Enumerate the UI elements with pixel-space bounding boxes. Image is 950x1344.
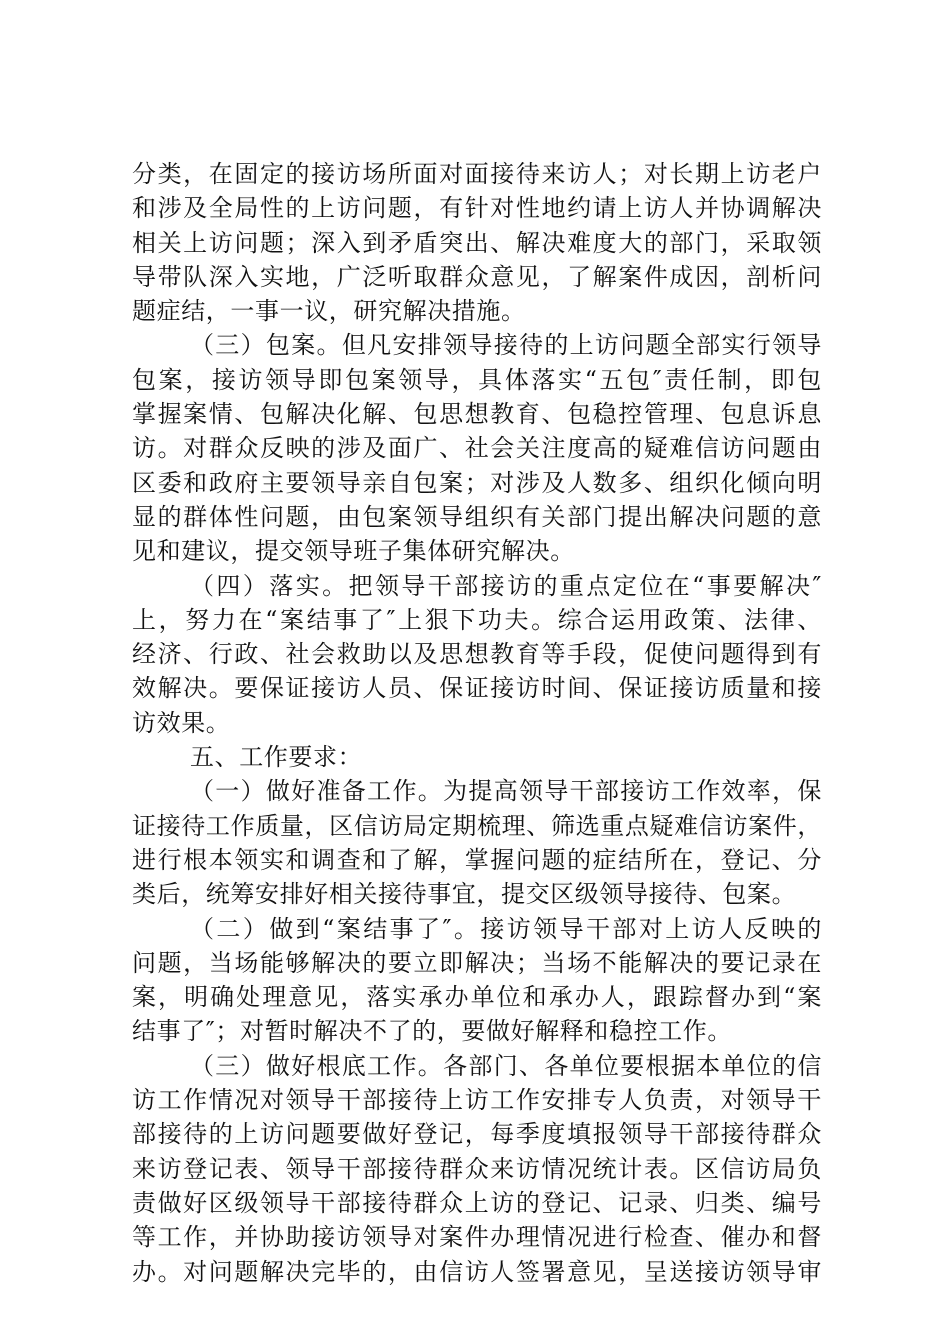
section-heading: 五、工作要求：	[190, 743, 363, 772]
text-line: 办。对问题解决完毕的，由信访人签署意见，呈送接访领导审	[132, 1257, 822, 1286]
text-line: 和涉及全局性的上访问题，有针对性地约请上访人并协调解决	[132, 194, 822, 223]
text-line: 访工作情况对领导干部接待上访工作安排专人负责，对领导干	[132, 1086, 822, 1115]
paragraph-first-line: （二）做到“案结事了″。接访领导干部对上访人反映的	[190, 914, 822, 943]
text-line: 结事了″；对暂时解决不了的，要做好解释和稳控工作。	[132, 1017, 732, 1046]
text-line: 经济、行政、社会救助以及思想教育等手段，促使问题得到有	[132, 640, 822, 669]
text-line: 部接待的上访问题要做好登记，每季度填报领导干部接待群众	[132, 1120, 822, 1149]
paragraph-first-line: （三）做好根底工作。各部门、各单位要根据本单位的信	[190, 1051, 822, 1080]
text-line: 相关上访问题；深入到矛盾突出、解决难度大的部门，采取领	[132, 228, 822, 257]
text-line: 分类，在固定的接访场所面对面接待来访人；对长期上访老户	[132, 160, 822, 188]
text-line: 效解决。要保证接访人员、保证接访时间、保证接访质量和接	[132, 674, 822, 703]
text-line: 访。对群众反映的涉及面广、社会关注度高的疑难信访问题由	[132, 434, 822, 463]
text-line: 进行根本领实和调查和了解，掌握问题的症结所在，登记、分	[132, 845, 822, 874]
text-line: 问题，当场能够解决的要立即解决；当场不能解决的要记录在	[132, 948, 822, 977]
paragraph-first-line: （三）包案。但凡安排领导接待的上访问题全部实行领导	[190, 331, 822, 360]
paragraph-first-line: （一）做好准备工作。为提高领导干部接访工作效率，保	[190, 777, 822, 806]
paragraph-first-line: （四）落实。把领导干部接访的重点定位在“事要解决″	[190, 571, 822, 600]
text-line: 上，努力在“案结事了″上狠下功夫。综合运用政策、法律、	[132, 605, 822, 634]
text-line: 证接待工作质量，区信访局定期梳理、筛选重点疑难信访案件，	[132, 811, 822, 840]
document-body	[132, 157, 822, 1289]
text-line: 掌握案情、包解决化解、包思想教育、包稳控管理、包息诉息	[132, 400, 822, 429]
text-line: 来访登记表、领导干部接待群众来访情况统计表。区信访局负	[132, 1154, 822, 1183]
text-line: 责做好区级领导干部接待群众上访的登记、记录、归类、编号	[132, 1188, 822, 1217]
text-line: 区委和政府主要领导亲自包案；对涉及人数多、组织化倾向明	[132, 468, 822, 497]
text-line: 等工作，并协助接访领导对案件办理情况进行检查、催办和督	[132, 1223, 822, 1252]
text-line: 题症结，一事一议，研究解决措施。	[132, 297, 526, 326]
text-line: 访效果。	[132, 708, 231, 737]
text-line: 导带队深入实地，广泛听取群众意见，了解案件成因，剖析问	[132, 262, 822, 291]
text-line: 包案，接访领导即包案领导，具体落实“五包″责任制，即包	[132, 365, 822, 394]
text-line: 类后，统筹安排好相关接待事宜，提交区级领导接待、包案。	[132, 880, 797, 909]
text-line: 见和建议，提交领导班子集体研究解决。	[132, 537, 575, 566]
text-line: 案，明确处理意见，落实承办单位和承办人，跟踪督办到“案	[132, 983, 822, 1012]
text-line: 显的群体性问题，由包案领导组织有关部门提出解决问题的意	[132, 502, 822, 531]
